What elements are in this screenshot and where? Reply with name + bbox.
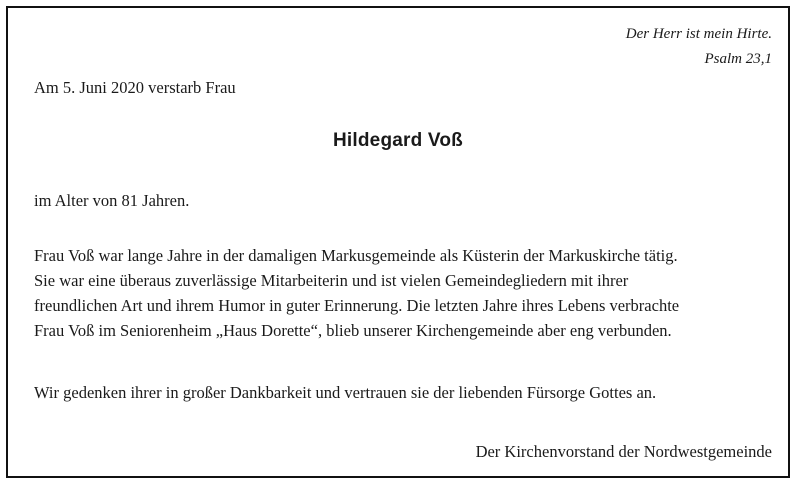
verse-reference: Psalm 23,1: [704, 51, 772, 67]
paragraph-line: Frau Voß im Seniorenheim „Haus Dorette“, blieb unserer Kirchengemeinde aber eng verbunden.: [34, 321, 672, 340]
age-text: im Alter von 81 Jahren.: [34, 191, 190, 210]
intro-text: Am 5. Juni 2020 verstarb Frau: [34, 78, 236, 97]
paragraph-line: freundlichen Art und ihrem Humor in guter Erinnerung. Die letzten Jahre ihres Lebens verbrachte: [34, 296, 680, 315]
paragraph-line: Frau Voß war lange Jahre in der damaligen Markusgemeinde als Küsterin der Markuskirche tätig.: [34, 246, 678, 265]
paragraph-line: Sie war eine überaus zuverlässige Mitarbeiterin und ist vielen Gemeindegliedern mit ihrer: [34, 271, 629, 290]
signature: Der Kirchenvorstand der Nordwestgemeinde: [475, 442, 772, 461]
verse-text: Der Herr ist mein Hirte.: [625, 26, 772, 42]
bible-verse: [626, 22, 772, 72]
obituary-paragraph: [34, 243, 774, 343]
deceased-name: Hildegard Voß: [333, 130, 463, 151]
closing-text: Wir gedenken ihrer in großer Dankbarkeit und vertrauen sie der liebenden Fürsorge Gottes an.: [34, 383, 657, 402]
notice-frame: [6, 6, 790, 478]
